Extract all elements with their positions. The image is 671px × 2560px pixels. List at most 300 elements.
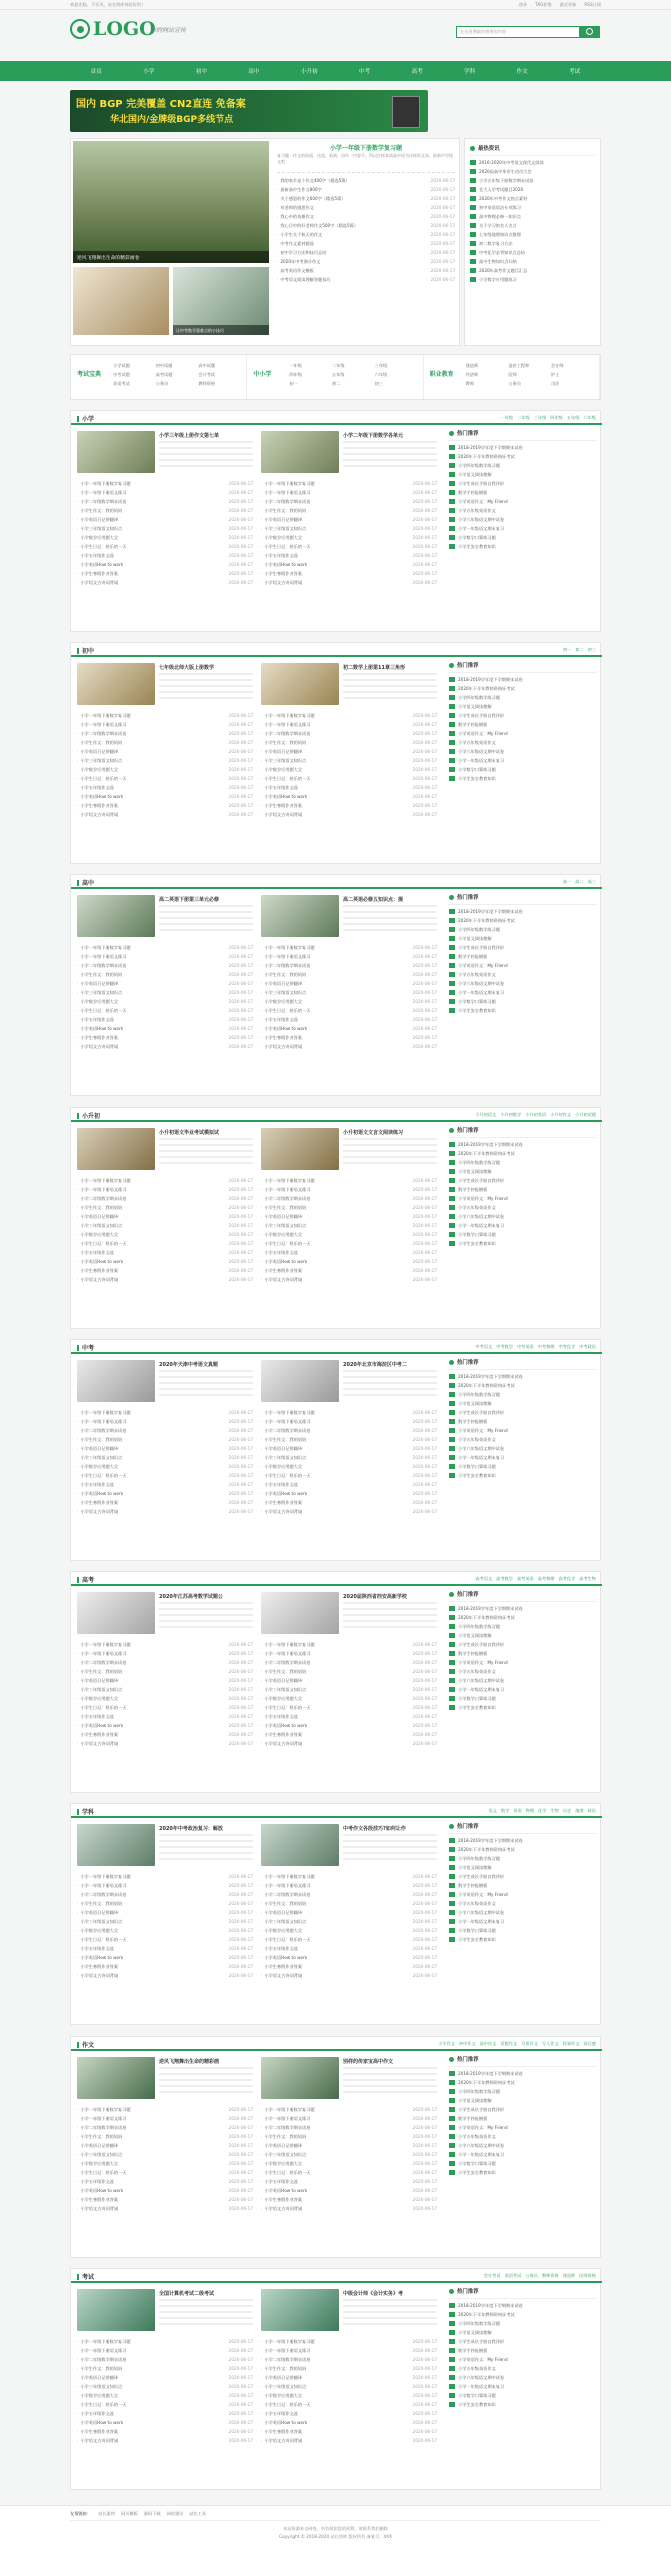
section-subnav-link[interactable]: 小升初语文 xyxy=(475,1111,497,1117)
hot-item[interactable]: 小学英语作文：My Friend xyxy=(449,1890,597,1899)
list-item[interactable]: 初中英语语法专项练习 xyxy=(470,203,595,212)
list-item[interactable] xyxy=(77,1694,253,1703)
section-feature-title[interactable]: 小学三年级上册作文第七单 xyxy=(159,433,220,439)
section-title[interactable]: 初中 xyxy=(77,646,94,655)
list-item[interactable] xyxy=(261,2159,437,2168)
list-item[interactable] xyxy=(77,1275,253,1284)
list-item[interactable] xyxy=(261,1257,437,1266)
hot-item[interactable]: 小学生安全教育知识 xyxy=(449,1935,597,1944)
section-subnav-link[interactable]: 高二 xyxy=(575,879,584,885)
list-item[interactable] xyxy=(261,792,437,801)
section-subnav-link[interactable]: 初三 xyxy=(587,647,596,653)
list-item[interactable] xyxy=(261,711,437,720)
list-item[interactable]: 2020届高中毕业生动员大会 xyxy=(470,167,595,176)
section-subnav-link[interactable]: 地理 xyxy=(575,1808,584,1814)
section-feature-title[interactable]: 别样的传家宝高中作文 xyxy=(343,2058,394,2065)
section-image[interactable] xyxy=(261,1128,339,1170)
section-subnav-link[interactable]: 小升初试题 xyxy=(575,1111,596,1117)
hot-item[interactable]: 数学手抄报模板 xyxy=(449,952,597,961)
hot-item[interactable]: 小学生成长手册自我评价 xyxy=(449,1176,597,1185)
hot-item[interactable]: 小学六年级语文期中试卷 xyxy=(449,515,597,524)
hot-item[interactable]: 小学数学口算练习题 xyxy=(449,1462,597,1471)
section-subnav-link[interactable]: 二年级 xyxy=(517,415,530,420)
hot-item[interactable]: 小学四年级数学练习题 xyxy=(449,925,597,934)
list-item[interactable]: 小学数学应用题练习 xyxy=(470,275,595,284)
section-feature-title[interactable]: 小升初语文文言文阅读练习 xyxy=(343,1129,404,1136)
list-item[interactable] xyxy=(277,185,455,194)
section-subnav-link[interactable]: 高考英语 xyxy=(516,1576,534,1582)
list-item[interactable] xyxy=(77,1890,253,1899)
list-item[interactable] xyxy=(77,970,253,979)
category-link[interactable]: 初一 xyxy=(289,381,298,386)
section-subnav-link[interactable]: 高考化学 xyxy=(558,1576,576,1582)
hot-item[interactable]: 小学四年级数学练习题 xyxy=(449,2319,597,2328)
list-item[interactable] xyxy=(261,542,437,551)
hot-item[interactable]: 小学生安全教育知识 xyxy=(449,1006,597,1015)
hot-item[interactable]: 小学数学口算练习题 xyxy=(449,997,597,1006)
section-subnav-link[interactable]: 医师资格 xyxy=(579,2272,596,2278)
list-item[interactable] xyxy=(77,1908,253,1917)
section-feature-title[interactable]: 小学二年级下册数学各单元 xyxy=(343,433,404,439)
nav-item[interactable]: 学科 xyxy=(463,69,476,75)
section-subnav-link[interactable]: 数学 xyxy=(500,1808,510,1814)
list-item[interactable] xyxy=(261,961,437,970)
list-item[interactable] xyxy=(261,2346,437,2355)
hot-item[interactable]: 数学手抄报模板 xyxy=(449,1417,597,1426)
category-link[interactable]: 高中试题 xyxy=(198,363,216,368)
list-item[interactable] xyxy=(261,1649,437,1658)
hot-item[interactable]: 小学一年级语文期末复习 xyxy=(449,524,597,533)
section-image[interactable] xyxy=(77,431,155,473)
hot-item[interactable]: 2018-2019学年度下学期期末试卷 xyxy=(449,2301,597,2310)
list-item[interactable] xyxy=(77,2373,253,2382)
section-title[interactable]: 小升初 xyxy=(77,1111,100,1120)
hot-item[interactable]: 小学生安全教育知识 xyxy=(449,542,597,551)
hot-item[interactable]: 小学生成长手册自我评价 xyxy=(449,711,597,720)
list-item[interactable] xyxy=(77,1480,253,1489)
list-item[interactable] xyxy=(261,2105,437,2114)
nav-item[interactable]: 高考 xyxy=(411,69,423,75)
section-subnav-link[interactable]: 小升初作文 xyxy=(550,1111,572,1117)
list-item[interactable] xyxy=(77,997,253,1006)
hot-item[interactable]: 小学数学口算练习题 xyxy=(449,1926,597,1935)
category-link[interactable]: 中考试题 xyxy=(113,372,130,377)
section-subnav-link[interactable]: 高一 xyxy=(562,879,572,885)
list-item[interactable] xyxy=(77,1176,253,1185)
section-feature-title[interactable]: 小升初语文毕业考试模拟试 xyxy=(159,1129,220,1136)
list-item[interactable] xyxy=(77,560,253,569)
list-item[interactable] xyxy=(261,1042,437,1051)
list-item[interactable] xyxy=(261,1248,437,1257)
list-item[interactable] xyxy=(261,2409,437,2418)
category-link[interactable]: 英语考试 xyxy=(113,381,130,386)
section-feature-title[interactable]: 高二英语下册第三单元必修 xyxy=(159,897,220,904)
list-item[interactable] xyxy=(77,497,253,506)
category-link[interactable]: 四年级 xyxy=(289,372,302,377)
list-item[interactable] xyxy=(261,2427,437,2436)
list-item[interactable]: 小学五年级下册数学期末试卷 xyxy=(470,176,595,185)
hot-item[interactable]: 数学手抄报模板 xyxy=(449,488,597,497)
list-item[interactable] xyxy=(77,2132,253,2141)
list-item[interactable] xyxy=(77,1239,253,1248)
section-image[interactable] xyxy=(77,1128,155,1170)
list-item[interactable] xyxy=(261,1230,437,1239)
list-item[interactable] xyxy=(261,1944,437,1953)
list-item[interactable] xyxy=(261,1006,437,1015)
list-item[interactable] xyxy=(77,2114,253,2123)
hot-item[interactable]: 小学四年级数学练习题 xyxy=(449,1390,597,1399)
section-feature-title[interactable]: 2020届陕西省西安高新学校 xyxy=(343,1594,407,1601)
section-subnav-link[interactable]: 化学 xyxy=(538,1808,547,1814)
section-title[interactable]: 中考 xyxy=(77,1343,94,1352)
list-item[interactable] xyxy=(77,952,253,961)
hot-item[interactable]: 小学语文阅读理解 xyxy=(449,2328,597,2337)
hero-image[interactable] xyxy=(73,141,269,263)
list-item[interactable] xyxy=(77,551,253,560)
site-logo[interactable] xyxy=(70,18,156,40)
hot-item[interactable]: 小学数学口算练习题 xyxy=(449,765,597,774)
list-item[interactable] xyxy=(261,783,437,792)
section-subnav-link[interactable]: 物理 xyxy=(525,1808,535,1814)
list-item[interactable] xyxy=(77,488,253,497)
list-item[interactable] xyxy=(77,2141,253,2150)
list-item[interactable] xyxy=(261,1971,437,1980)
list-item[interactable] xyxy=(77,1417,253,1426)
nav-item[interactable]: 高中 xyxy=(248,69,260,75)
hot-item[interactable]: 小学生安全教育知识 xyxy=(449,1703,597,1712)
hot-item[interactable]: 小学五年级英语作文 xyxy=(449,970,597,979)
list-item[interactable] xyxy=(261,1908,437,1917)
section-feature-title[interactable]: 初二数学上册第11章三角形 xyxy=(343,665,405,672)
list-item[interactable] xyxy=(77,2195,253,2204)
hot-item[interactable]: 2020年下半年教师资格证考试 xyxy=(449,1381,597,1390)
list-item[interactable] xyxy=(261,1721,437,1730)
list-item[interactable] xyxy=(261,952,437,961)
hot-item[interactable]: 小学数学口算练习题 xyxy=(449,533,597,542)
list-item[interactable] xyxy=(261,1185,437,1194)
list-item[interactable] xyxy=(261,1640,437,1649)
section-image[interactable] xyxy=(77,2289,155,2331)
list-item[interactable] xyxy=(77,533,253,542)
list-item[interactable] xyxy=(261,1926,437,1935)
hot-item[interactable]: 小学四年级数学练习题 xyxy=(449,2087,597,2096)
list-item[interactable] xyxy=(261,1444,437,1453)
hot-item[interactable]: 小学六年级语文期中试卷 xyxy=(449,979,597,988)
list-item[interactable] xyxy=(77,1649,253,1658)
hot-item[interactable]: 小学六年级语文期中试卷 xyxy=(449,2141,597,2150)
list-item[interactable] xyxy=(77,2355,253,2364)
list-item[interactable] xyxy=(261,2436,437,2445)
category-link[interactable]: 教师 xyxy=(465,381,475,386)
section-subnav-link[interactable]: 高考语文 xyxy=(475,1576,493,1582)
section-feature-title[interactable]: 2020年天津中考语文真题 xyxy=(159,1361,218,1368)
hot-item[interactable]: 小学英语作文：My Friend xyxy=(449,1658,597,1667)
section-image[interactable] xyxy=(261,1824,339,1866)
list-item[interactable] xyxy=(77,1435,253,1444)
list-item[interactable] xyxy=(77,1667,253,1676)
list-item[interactable] xyxy=(261,1462,437,1471)
list-item[interactable]: 2020年中考作文热点素材 xyxy=(470,194,595,203)
search-input[interactable]: 在这里搜索你想要的内容 xyxy=(456,26,580,38)
list-item[interactable] xyxy=(261,1471,437,1480)
list-item[interactable] xyxy=(261,988,437,997)
list-item[interactable] xyxy=(261,997,437,1006)
section-image[interactable] xyxy=(77,895,155,937)
list-item[interactable] xyxy=(261,1881,437,1890)
list-item[interactable] xyxy=(77,1462,253,1471)
hot-item[interactable]: 小学四年级数学练习题 xyxy=(449,1622,597,1631)
list-item[interactable] xyxy=(77,1917,253,1926)
list-item[interactable] xyxy=(77,1221,253,1230)
section-subnav-link[interactable]: 建造师 xyxy=(562,2272,576,2278)
hot-item[interactable]: 小学数学口算练习题 xyxy=(449,1230,597,1239)
list-item[interactable] xyxy=(261,2400,437,2409)
list-item[interactable] xyxy=(261,1953,437,1962)
hot-item[interactable]: 小学英语作文：My Friend xyxy=(449,1426,597,1435)
hot-item[interactable]: 小学语文阅读理解 xyxy=(449,2096,597,2105)
login-link[interactable]: 登录 xyxy=(518,2,527,7)
section-title[interactable]: 高中 xyxy=(77,878,94,887)
list-item[interactable] xyxy=(261,970,437,979)
list-item[interactable] xyxy=(77,1872,253,1881)
list-item[interactable] xyxy=(77,2186,253,2195)
section-subnav-link[interactable]: 小升初数学 xyxy=(500,1111,522,1117)
section-feature-title[interactable]: 高二英语必修五知识点：提 xyxy=(343,897,404,904)
list-item[interactable] xyxy=(77,1185,253,1194)
hot-item[interactable]: 2018-2019学年度下学期期末试卷 xyxy=(449,443,597,452)
list-item[interactable] xyxy=(261,1194,437,1203)
list-item[interactable] xyxy=(277,194,455,203)
list-item[interactable] xyxy=(77,1015,253,1024)
section-feature-title[interactable]: 2020年北京市海淀区中考二 xyxy=(343,1361,407,1368)
list-item[interactable] xyxy=(277,176,455,185)
list-item[interactable] xyxy=(261,506,437,515)
list-item[interactable] xyxy=(261,488,437,497)
list-item[interactable] xyxy=(77,479,253,488)
list-item[interactable] xyxy=(261,1935,437,1944)
hot-item[interactable]: 小学语文阅读理解 xyxy=(449,702,597,711)
list-item[interactable] xyxy=(77,1042,253,1051)
list-item[interactable] xyxy=(261,1507,437,1516)
hot-item[interactable]: 2020年下半年教师资格证考试 xyxy=(449,1149,597,1158)
list-item[interactable] xyxy=(77,810,253,819)
list-item[interactable] xyxy=(77,1640,253,1649)
nav-item[interactable]: 考试 xyxy=(569,69,581,75)
list-item[interactable] xyxy=(261,2195,437,2204)
hot-item[interactable]: 小学生成长手册自我评价 xyxy=(449,2337,597,2346)
hot-item[interactable]: 小学生成长手册自我评价 xyxy=(449,1408,597,1417)
hot-item[interactable]: 2018-2019学年度下学期期末试卷 xyxy=(449,1140,597,1149)
list-item[interactable] xyxy=(77,1685,253,1694)
hot-item[interactable]: 2020年下半年教师资格证考试 xyxy=(449,2078,597,2087)
section-subnav-link[interactable]: 历史 xyxy=(562,1808,572,1814)
category-link[interactable]: 医师 xyxy=(508,372,517,377)
list-item[interactable] xyxy=(77,2105,253,2114)
section-subnav-link[interactable]: 中考物理 xyxy=(537,1343,555,1349)
list-item[interactable] xyxy=(77,524,253,533)
list-item[interactable] xyxy=(77,1266,253,1275)
hot-item[interactable]: 小学语文阅读理解 xyxy=(449,1167,597,1176)
section-subnav-link[interactable]: 一年级 xyxy=(500,415,514,420)
list-item[interactable] xyxy=(77,1033,253,1042)
section-subnav-link[interactable]: 英语 xyxy=(513,1808,522,1814)
list-item[interactable] xyxy=(77,1194,253,1203)
hot-item[interactable]: 小学生安全教育知识 xyxy=(449,1471,597,1480)
search-icon[interactable] xyxy=(580,26,600,38)
hot-item[interactable]: 小学四年级数学练习题 xyxy=(449,1854,597,1863)
section-subnav-link[interactable]: 初二 xyxy=(575,647,584,653)
hot-item[interactable]: 数学手抄报模板 xyxy=(449,2346,597,2355)
section-subnav-link[interactable]: 话题作文 xyxy=(500,2040,518,2046)
list-item[interactable] xyxy=(77,2168,253,2177)
section-title[interactable]: 小学 xyxy=(77,414,94,423)
hot-item[interactable]: 小学四年级数学练习题 xyxy=(449,1158,597,1167)
hot-item[interactable]: 小学六年级语文期中试卷 xyxy=(449,1212,597,1221)
section-subnav-link[interactable]: 高中作文 xyxy=(479,2040,497,2046)
list-item[interactable]: 关于学习的名人名言 xyxy=(470,221,595,230)
list-item[interactable] xyxy=(77,1739,253,1748)
section-subnav-link[interactable]: 中考政治 xyxy=(579,1343,596,1349)
hot-item[interactable]: 数学手抄报模板 xyxy=(449,2114,597,2123)
list-item[interactable] xyxy=(261,2114,437,2123)
nav-item[interactable]: 作文 xyxy=(516,69,528,75)
list-item[interactable] xyxy=(77,1489,253,1498)
list-item[interactable] xyxy=(261,1239,437,1248)
section-subnav-link[interactable]: 高三 xyxy=(587,879,596,885)
list-item[interactable]: 北大入学考试题目2020 xyxy=(470,185,595,194)
nav-item[interactable]: 初中 xyxy=(195,69,207,75)
list-item[interactable] xyxy=(77,1024,253,1033)
list-item[interactable] xyxy=(77,2418,253,2427)
category-link[interactable]: 初中试题 xyxy=(155,363,173,368)
category-link[interactable]: 护士 xyxy=(550,372,560,377)
section-subnav-link[interactable]: 读后感 xyxy=(583,2040,596,2046)
hot-item[interactable]: 小学六年级语文期中试卷 xyxy=(449,2373,597,2382)
friend-link[interactable]: 源码下载 xyxy=(143,2511,161,2516)
list-item[interactable] xyxy=(261,2355,437,2364)
friend-link[interactable]: 网页模板 xyxy=(121,2511,138,2516)
list-item[interactable] xyxy=(261,2382,437,2391)
list-item[interactable] xyxy=(77,2427,253,2436)
section-image[interactable] xyxy=(77,2057,155,2099)
list-item[interactable] xyxy=(77,1498,253,1507)
list-item[interactable] xyxy=(261,729,437,738)
list-item[interactable] xyxy=(261,1667,437,1676)
hot-item[interactable]: 小学数学口算练习题 xyxy=(449,1694,597,1703)
list-item[interactable] xyxy=(261,1221,437,1230)
list-item[interactable] xyxy=(261,765,437,774)
hot-item[interactable]: 2018-2019学年度下学期期末试卷 xyxy=(449,1604,597,1613)
list-item[interactable] xyxy=(277,275,455,284)
list-item[interactable] xyxy=(261,1015,437,1024)
nav-item[interactable]: 小升初 xyxy=(300,69,318,75)
section-image[interactable] xyxy=(77,1592,155,1634)
hot-item[interactable]: 小学英语作文：My Friend xyxy=(449,2355,597,2364)
nav-item[interactable]: 中考 xyxy=(358,69,371,75)
friend-link[interactable]: 站长工具 xyxy=(189,2511,207,2516)
list-item[interactable] xyxy=(261,551,437,560)
section-feature-title[interactable]: 全国计算机考试二级考试 xyxy=(159,2290,215,2297)
list-item[interactable] xyxy=(261,497,437,506)
list-item[interactable] xyxy=(261,1408,437,1417)
list-item[interactable] xyxy=(77,1203,253,1212)
hot-item[interactable]: 小学生成长手册自我评价 xyxy=(449,2105,597,2114)
hot-item[interactable]: 小学生安全教育知识 xyxy=(449,2400,597,2409)
hot-item[interactable]: 小学生成长手册自我评价 xyxy=(449,1640,597,1649)
list-item[interactable] xyxy=(77,2364,253,2373)
list-item[interactable] xyxy=(261,2132,437,2141)
list-item[interactable] xyxy=(77,1881,253,1890)
section-subnav-link[interactable]: 小升初英语 xyxy=(525,1111,547,1117)
list-item[interactable] xyxy=(77,1471,253,1480)
hot-item[interactable]: 数学手抄报模板 xyxy=(449,1649,597,1658)
list-item[interactable] xyxy=(77,1703,253,1712)
category-link[interactable]: 公务员 xyxy=(508,381,521,386)
list-item[interactable] xyxy=(261,1203,437,1212)
list-item[interactable] xyxy=(77,711,253,720)
list-item[interactable] xyxy=(77,2177,253,2186)
list-item[interactable] xyxy=(77,2391,253,2400)
list-item[interactable] xyxy=(261,2373,437,2382)
list-item[interactable] xyxy=(261,569,437,578)
list-item[interactable] xyxy=(261,1739,437,1748)
list-item[interactable] xyxy=(261,979,437,988)
list-item[interactable] xyxy=(77,578,253,587)
hot-item[interactable]: 2020年下半年教师资格证考试 xyxy=(449,1613,597,1622)
hot-item[interactable]: 小学五年级英语作文 xyxy=(449,2364,597,2373)
hot-item[interactable]: 2018-2019学年度下学期期末试卷 xyxy=(449,675,597,684)
list-item[interactable]: 中考化学必背知识点总结 xyxy=(470,248,595,257)
section-subnav-link[interactable]: 生物 xyxy=(550,1808,559,1814)
list-item[interactable] xyxy=(261,560,437,569)
list-item[interactable] xyxy=(261,720,437,729)
list-item[interactable] xyxy=(261,2364,437,2373)
list-item[interactable] xyxy=(261,1275,437,1284)
hot-item[interactable]: 小学语文阅读理解 xyxy=(449,1399,597,1408)
category-link[interactable]: 小学试题 xyxy=(113,363,130,368)
list-item[interactable] xyxy=(261,1694,437,1703)
ad-banner[interactable] xyxy=(70,90,428,132)
list-item[interactable] xyxy=(77,1899,253,1908)
section-image[interactable] xyxy=(77,663,155,705)
list-item[interactable] xyxy=(277,266,455,275)
hot-item[interactable]: 数学手抄报模板 xyxy=(449,1881,597,1890)
section-subnav-link[interactable]: 高考数学 xyxy=(496,1576,513,1582)
list-item[interactable] xyxy=(77,783,253,792)
section-image[interactable] xyxy=(261,1360,339,1402)
category-link[interactable]: 会计考试 xyxy=(198,372,216,377)
hot-item[interactable]: 小学语文阅读理解 xyxy=(449,1631,597,1640)
list-item[interactable] xyxy=(261,2168,437,2177)
hot-item[interactable]: 小学五年级英语作文 xyxy=(449,1667,597,1676)
nav-item[interactable]: 小学 xyxy=(143,69,155,75)
section-feature-title[interactable]: 逆风飞翔舞出生命的精彩画 xyxy=(159,2058,220,2065)
list-item[interactable] xyxy=(261,533,437,542)
section-subnav-link[interactable]: 六年级 xyxy=(583,415,596,420)
list-item[interactable] xyxy=(77,1712,253,1721)
list-item[interactable] xyxy=(77,774,253,783)
nav-item[interactable]: 首页 xyxy=(90,69,102,75)
hot-item[interactable]: 小学英语作文：My Friend xyxy=(449,961,597,970)
section-image[interactable] xyxy=(261,663,339,705)
list-item[interactable] xyxy=(261,756,437,765)
section-feature-title[interactable]: 中考作文各段技巧?如何让作 xyxy=(343,1826,406,1833)
section-subnav-link[interactable]: 写人作文 xyxy=(541,2040,559,2046)
hot-item[interactable]: 小学一年级语文期末复习 xyxy=(449,1221,597,1230)
category-link[interactable]: 造价工程师 xyxy=(508,363,530,368)
hot-item[interactable]: 2018-2019学年度下学期期末试卷 xyxy=(449,907,597,916)
list-item[interactable] xyxy=(77,506,253,515)
